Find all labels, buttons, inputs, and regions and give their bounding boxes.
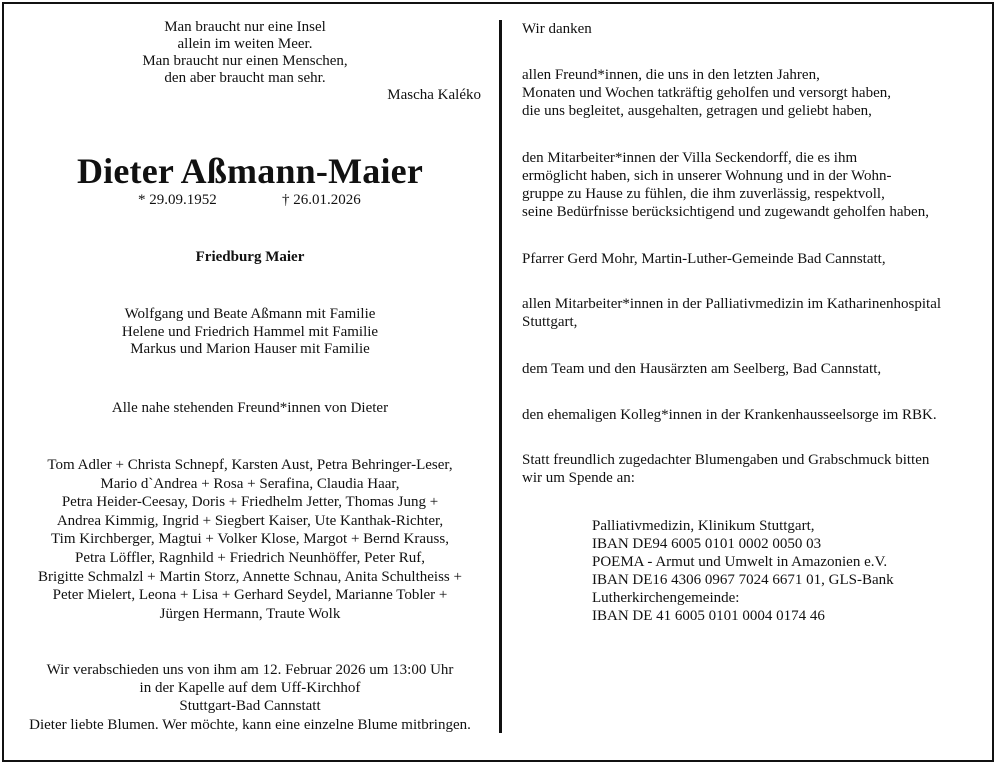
poem-line: den aber braucht man sehr.: [164, 70, 326, 86]
family-line: Helene und Friedrich Hammel mit Familie: [121, 323, 379, 340]
thanks-paragraph: [522, 149, 929, 221]
donation-line: Palliativmedizin, Klinikum Stuttgart,: [592, 518, 815, 534]
thanks-line: die uns begleitet, ausgehalten, getragen und geliebt haben,: [522, 103, 872, 119]
thanks-paragraph: [522, 66, 891, 120]
thanks-line: gruppe zu Hause zu fühlen, die ihm zuverlässig, respektvoll,: [522, 186, 885, 202]
donation-line: Lutherkirchengemeinde:: [592, 590, 740, 606]
deceased-name: Dieter Aßmann-Maier: [76, 151, 424, 191]
column-divider: [499, 20, 502, 733]
thanks-line: dem Team und den Hausärzten am Seelberg, Bad Cannstatt,: [522, 361, 882, 377]
friends-list: [22, 456, 478, 623]
funeral-line: Dieter liebte Blumen. Wer möchte, kann eine einzelne Blume mitbringen.: [29, 716, 471, 733]
birth-date: * 29.09.1952: [138, 192, 217, 208]
thanks-line: ermöglicht haben, sich in unserer Wohnung und in der Wohn-: [522, 168, 892, 184]
thanks-paragraph: [522, 406, 937, 424]
poem: [110, 19, 380, 87]
spouse-name: Friedburg Maier: [195, 249, 305, 265]
donation-line: POEMA - Armut und Umwelt in Amazonien e.V.: [592, 554, 888, 570]
friends-line: Peter Mielert, Leona + Lisa + Gerhard Seydel, Marianne Tobler +: [52, 587, 448, 604]
thanks-line: den Mitarbeiter*innen der Villa Seckendorff, die es ihm: [522, 150, 858, 166]
donation-accounts: [592, 517, 894, 625]
thanks-line: Statt freundlich zugedachter Blumengaben und Grabschmuck bitten: [522, 452, 930, 468]
friends-line: Petra Heider-Ceesay, Doris + Friedhelm Jetter, Thomas Jung +: [61, 494, 439, 511]
thanks-line: allen Mitarbeiter*innen in der Palliativmedizin im Katharinenhospital: [522, 296, 942, 312]
poem-line: allein im weiten Meer.: [177, 36, 313, 52]
death-date: † 26.01.2026: [282, 192, 361, 208]
friends-line: Mario d`Andrea + Rosa + Serafina, Claudia Haar,: [100, 475, 400, 492]
thanks-line: wir um Spende an:: [522, 470, 635, 486]
poem-line: Man braucht nur einen Menschen,: [142, 53, 348, 69]
family-line: Wolfgang und Beate Aßmann mit Familie: [124, 306, 376, 322]
donation-line: IBAN DE94 6005 0101 0002 0050 03: [592, 536, 822, 552]
donation-request: [522, 451, 929, 487]
thanks-line: seine Bedürfnisse berücksichtigend und zugewandt geholfen haben,: [522, 204, 929, 220]
funeral-line: Wir verabschieden uns von ihm am 12. Februar 2026 um 13:00 Uhr: [46, 662, 454, 678]
friends-line: Jürgen Hermann, Traute Wolk: [159, 605, 341, 622]
donation-line: IBAN DE 41 6005 0101 0004 0174 46: [592, 608, 825, 624]
thanks-paragraph: [522, 295, 941, 331]
friends-line: Tim Kirchberger, Magtui + Volker Klose, Margot + Bernd Krauss,: [51, 531, 449, 548]
friends-line: Andrea Kimmig, Ingrid + Siegbert Kaiser, Ute Kanthak-Richter,: [56, 512, 444, 529]
thanks-paragraph: [522, 250, 886, 268]
thanks-heading: Wir danken: [522, 21, 592, 37]
funeral-line: Stuttgart-Bad Cannstatt: [179, 698, 321, 715]
thanks-line: allen Freund*innen, die uns in den letzten Jahren,: [522, 67, 820, 83]
poem-line: Man braucht nur eine Insel: [164, 19, 326, 35]
thanks-line: Pfarrer Gerd Mohr, Martin-Luther-Gemeinde Bad Cannstatt,: [522, 251, 886, 267]
friends-line: Petra Löffler, Ragnhild + Friedrich Neunhöffer, Peter Ruf,: [75, 549, 425, 566]
family-line: Markus und Marion Hauser mit Familie: [130, 341, 370, 357]
friends-heading: Alle nahe stehenden Freund*innen von Dieter: [111, 400, 389, 416]
thanks-line: Monaten und Wochen tatkräftig geholfen und versorgt haben,: [522, 85, 891, 101]
thanks-paragraph: [522, 360, 881, 378]
family-list: [40, 306, 460, 359]
friends-line: Tom Adler + Christa Schnepf, Karsten Aust, Petra Behringer-Leser,: [47, 457, 453, 473]
funeral-line: in der Kapelle auf dem Uff-Kirchhof: [139, 680, 361, 697]
poem-author: Mascha Kaléko: [387, 87, 481, 103]
friends-line: Brigitte Schmalzl + Martin Storz, Annette Schnau, Anita Schultheiss +: [38, 568, 462, 585]
thanks-line: Stuttgart,: [522, 314, 578, 330]
thanks-line: den ehemaligen Kolleg*innen in der Krankenhausseelsorge im RBK.: [522, 407, 937, 423]
funeral-notice: [22, 661, 478, 734]
donation-line: IBAN DE16 4306 0967 7024 6671 01, GLS-Bank: [592, 572, 894, 588]
